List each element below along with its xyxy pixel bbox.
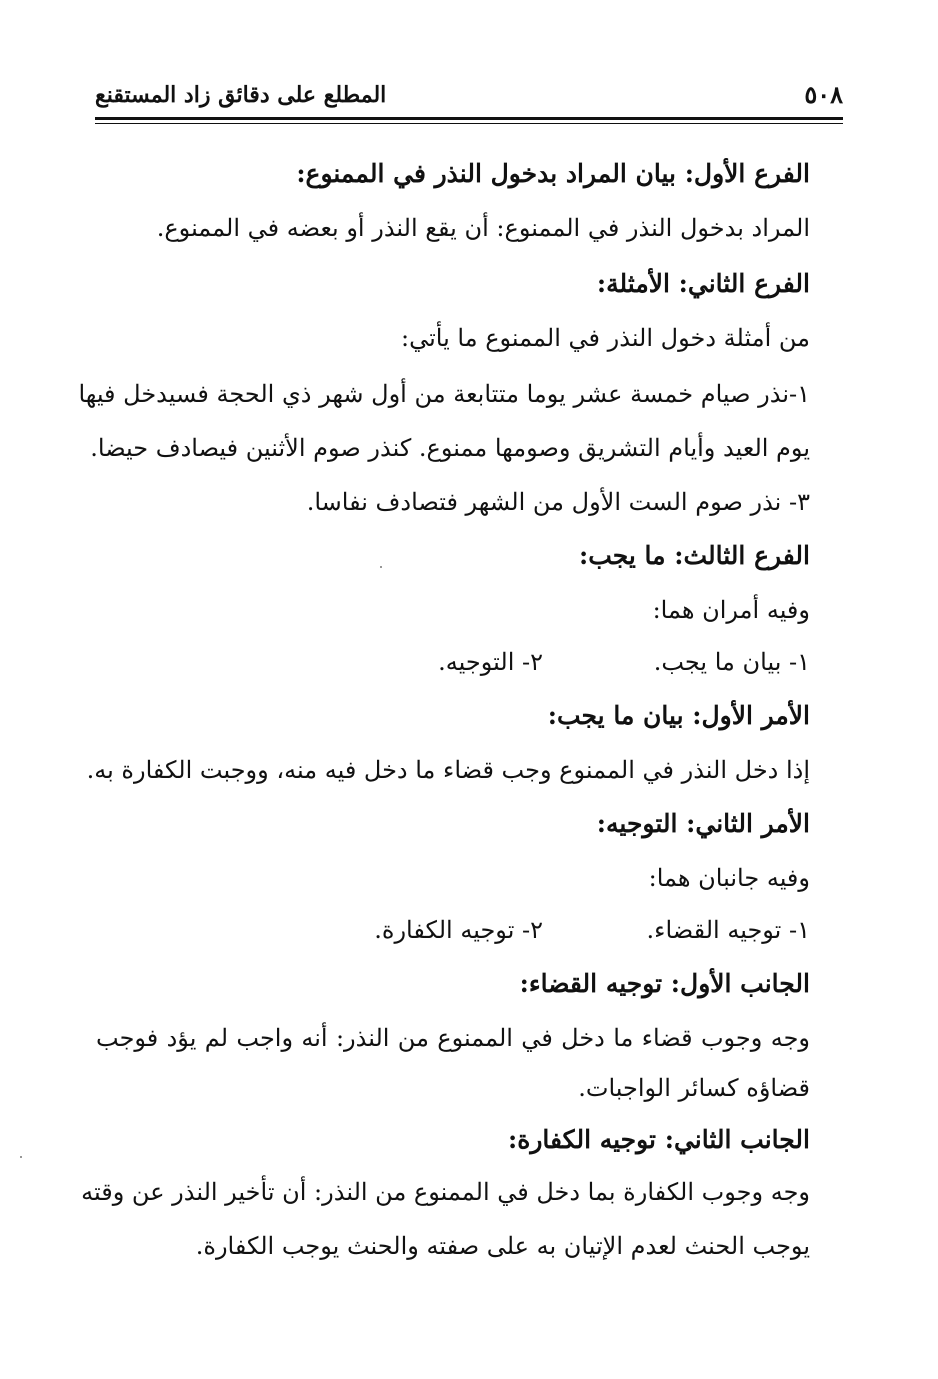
section-heading-3: الفرع الثالث: ما يجب: bbox=[578, 541, 810, 570]
subsection-heading-2: الأمر الثاني: التوجيه: bbox=[596, 809, 810, 838]
header-thin-rule bbox=[95, 123, 843, 124]
list-item: ١- توجيه القضاء. bbox=[646, 916, 810, 944]
paragraph-line: إذا دخل النذر في الممنوع وجب قضاء ما دخل فيه منه، ووجبت الكفارة به. bbox=[86, 756, 810, 784]
header-thick-rule bbox=[95, 117, 843, 120]
running-book-title: المطلع على دقائق زاد المستقنع bbox=[95, 82, 387, 108]
paragraph-line: وجه وجوب قضاء ما دخل في الممنوع من النذر: أنه واجب لم يؤد فوجب bbox=[96, 1024, 810, 1052]
scan-speck bbox=[20, 1156, 22, 1158]
list-item: ٢- توجيه الكفارة. bbox=[374, 916, 543, 944]
paragraph-line: وفيه جانبان هما: bbox=[648, 864, 810, 892]
example-item-1: ١-نذر صيام خمسة عشر يوما متتابعة من أول شهر ذي الحجة فسيدخل فيها bbox=[78, 380, 810, 408]
paragraph-line: وجه وجوب الكفارة بما دخل في الممنوع من النذر: أن تأخير النذر عن وقته bbox=[81, 1178, 810, 1206]
list-item: ١- بيان ما يجب. bbox=[653, 648, 810, 676]
page-header bbox=[95, 78, 843, 114]
example-item-3: ٣- نذر صوم الست الأول من الشهر فتصادف نفاسا. bbox=[306, 488, 810, 516]
paragraph-line: يوجب الحنث لعدم الإتيان به على صفته والحنث يوجب الكفارة. bbox=[195, 1232, 810, 1260]
list-item: ٢- التوجيه. bbox=[438, 648, 543, 676]
aspect-heading-1: الجانب الأول: توجيه القضاء: bbox=[519, 969, 810, 998]
page-number: ٥٠٨ bbox=[804, 80, 843, 109]
paragraph-line: قضاؤه كسائر الواجبات. bbox=[578, 1074, 810, 1102]
subsection-heading-1: الأمر الأول: بيان ما يجب: bbox=[547, 701, 810, 730]
paragraph-line: المراد بدخول النذر في الممنوع: أن يقع النذر أو بعضه في الممنوع. bbox=[156, 214, 810, 242]
scan-speck bbox=[380, 566, 382, 568]
paragraph-line: وفيه أمران هما: bbox=[652, 596, 810, 624]
paragraph-line: من أمثلة دخول النذر في الممنوع ما يأتي: bbox=[401, 324, 810, 352]
aspect-heading-2: الجانب الثاني: توجيه الكفارة: bbox=[508, 1125, 810, 1154]
section-heading-2: الفرع الثاني: الأمثلة: bbox=[596, 269, 810, 298]
section-heading-1: الفرع الأول: بيان المراد بدخول النذر في الممنوع: bbox=[296, 159, 810, 188]
paragraph-line: يوم العيد وأيام التشريق وصومها ممنوع. كنذر صوم الأثنين فيصادف حيضا. bbox=[90, 434, 810, 462]
